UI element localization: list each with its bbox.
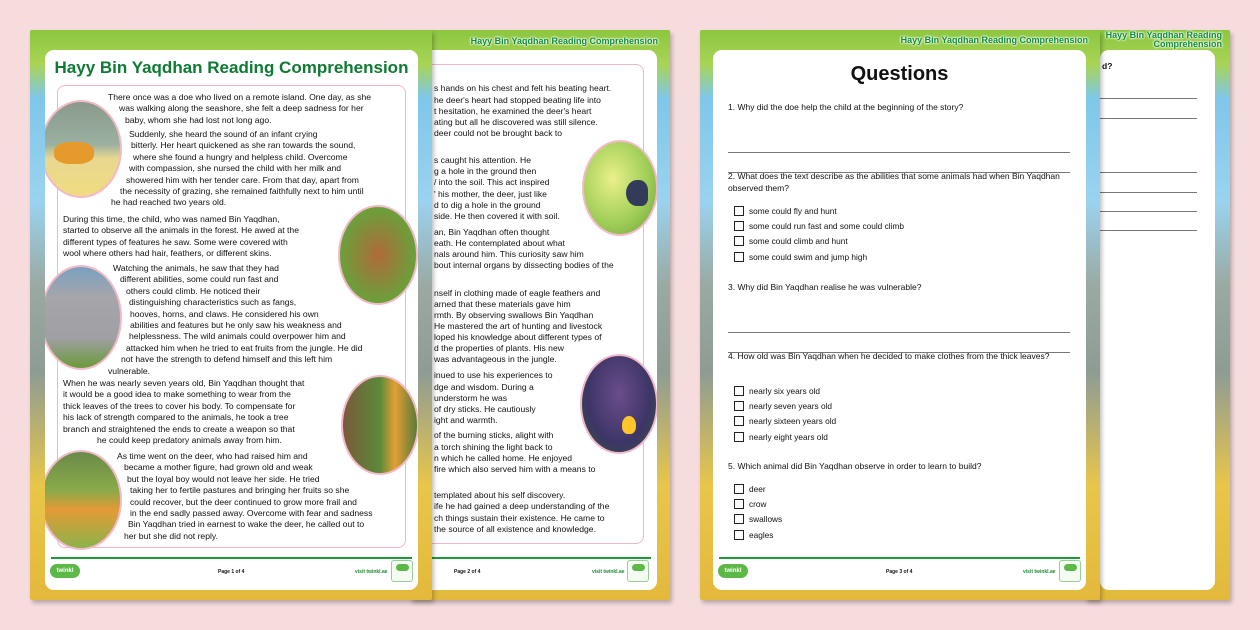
option-label: some could swim and jump high — [749, 251, 868, 262]
question-text: 5. Which animal did Bin Yaqdhan observe in order to learn to build? — [728, 461, 982, 471]
footer-divider — [51, 557, 412, 559]
checkbox[interactable] — [734, 530, 744, 540]
answer-option[interactable] — [734, 401, 832, 411]
passage-line: s hands on his chest and felt his beating heart. — [434, 83, 612, 93]
worksheet-page-2 — [410, 30, 670, 600]
passage-line: of the burning sticks, alight with — [434, 430, 554, 440]
passage-line: branch and straightened the ends to create a weapon so that — [63, 423, 295, 434]
passage-line: abilities and features but he only saw his weakness and — [130, 320, 342, 330]
passage-line: bout internal organs by dissecting bodies of the — [434, 260, 614, 270]
passage-line: others could climb. He noticed their — [126, 285, 261, 296]
passage-line: he had reached two years old. — [111, 197, 227, 208]
quality-badge — [391, 560, 413, 582]
passage-line: taking her to fertile pastures and bringing her fruits so she — [130, 485, 350, 496]
passage-line: helplessness. The wild animals could overpower him and — [129, 331, 346, 342]
page-title: Hayy Bin Yaqdhan Reading Comprehension — [54, 58, 409, 77]
checkbox[interactable] — [734, 206, 744, 216]
passage-line: loped his knowledge about different types of — [434, 332, 602, 342]
answer-option[interactable] — [734, 484, 766, 494]
fire-illustration — [580, 354, 657, 454]
passage-line: ' his mother, the deer, just like — [434, 189, 547, 199]
passage-line: he could keep predatory animals away from him. — [97, 435, 282, 445]
passage-line: nals around him. This curiosity saw him — [434, 249, 584, 259]
page-number: Page 1 of 4 — [218, 569, 245, 575]
page-header-label: Hayy Bin Yaqdhan Reading Comprehension — [900, 35, 1088, 45]
footer-divider — [719, 557, 1080, 559]
passage-line: fire which also served him with a means to — [434, 464, 596, 474]
option-label: nearly seven years old — [749, 401, 833, 412]
passage-line: He mastered the art of hunting and livestock — [434, 321, 603, 331]
answer-option[interactable] — [734, 386, 820, 396]
passage-line: baby, whom she had lost not long ago. — [125, 114, 272, 125]
quality-badge — [1059, 560, 1081, 582]
page-header-label: Hayy Bin Yaqdhan Reading Comprehension — [1105, 30, 1222, 49]
eagle-illustration — [338, 205, 418, 305]
passage-line: the necessity of grazing, she remained faithfully next to him until — [120, 186, 364, 196]
option-label: swallows — [749, 514, 783, 525]
checkbox[interactable] — [734, 386, 744, 396]
passage-line: her but she did not reply. — [124, 530, 218, 541]
checkbox[interactable] — [734, 252, 744, 262]
answer-line[interactable] — [728, 152, 1070, 153]
visit-link[interactable]: visit twinkl.ae — [355, 569, 388, 575]
passage-line: g a hole in the ground then — [434, 166, 537, 176]
question-text: 4. How old was Bin Yaqdhan when he decided to make clothes from the thick leaves? — [728, 351, 1050, 361]
passage-line: but the loyal boy would not leave her side. He tried — [127, 473, 320, 484]
question-text: 1. Why did the doe help the child at the beginning of the story? — [728, 102, 964, 112]
option-label: some could fly and hunt — [749, 206, 837, 216]
passage-line: dge and wisdom. During a — [434, 382, 534, 392]
passage-line: of dry sticks. He cautiously — [434, 404, 536, 414]
visit-link[interactable]: visit twinkl.ae — [592, 569, 625, 575]
passage-line: thick leaves of the trees to cover his body. To compensate for — [63, 400, 296, 411]
page-header-label: Hayy Bin Yaqdhan Reading Comprehension — [470, 36, 658, 46]
twinkl-logo: twinkl — [718, 564, 748, 578]
passage-line: different abilities, some could run fast and — [120, 274, 279, 285]
passage-line: a torch shining the light back to — [434, 442, 553, 452]
passage-line: rmth. By observing swallows Bin Yaqdhan — [434, 310, 594, 320]
passage-line: hooves, horns, and claws. He considered his own — [130, 308, 319, 319]
question-text: 2. What does the text describe as the abilities that some animals had when Bin Yaqdhan observed them? — [728, 171, 1060, 193]
passage-line: templated about his self discovery. — [434, 490, 566, 500]
option-label: some could run fast and some could climb — [749, 221, 904, 232]
answer-option[interactable] — [734, 206, 837, 216]
option-label: some could climb and hunt — [749, 236, 848, 247]
passage-line: was advantageous in the jungle. — [434, 354, 557, 364]
passage-line: understorm he was — [434, 393, 508, 403]
passage-line: ating but all he discovered was still silence. — [434, 117, 598, 127]
passage-line: d the properties of plants. His new — [434, 343, 564, 353]
boy-and-deer-illustration — [341, 375, 418, 475]
question-fragment: d? — [1102, 61, 1113, 71]
passage-line: During this time, the child, who was named Bin Yaqdhan, — [63, 214, 280, 224]
passage-line: When he was nearly seven years old, Bin Yaqdhan thought that — [63, 378, 305, 388]
passage-line: it would be a good idea to make something to wear from the — [63, 389, 291, 400]
passage-line: Watching the animals, he saw that they had — [113, 263, 279, 273]
questions-card — [713, 50, 1086, 590]
passage-line: an, Bin Yaqdhan often thought — [434, 227, 550, 237]
option-label: nearly eight years old — [749, 431, 828, 442]
page-4-card — [1100, 50, 1215, 590]
answer-line — [1100, 118, 1197, 119]
answer-option[interactable] — [734, 514, 782, 524]
passage-line: wool where others had hair, feathers, or different skins. — [63, 248, 272, 259]
answer-line — [1100, 98, 1197, 99]
question-text: 3. Why did Bin Yaqdhan realise he was vulnerable? — [728, 282, 922, 292]
checkbox[interactable] — [734, 484, 744, 494]
passage-line: There once was a doe who lived on a remote island. One day, as she — [108, 92, 372, 102]
passage-line: d to dig a hole in the ground — [434, 200, 541, 210]
checkbox[interactable] — [734, 221, 744, 231]
passage-line: his lack of strength compared to the animals, he took a tree — [63, 412, 289, 423]
answer-option[interactable] — [734, 236, 848, 246]
page-2-card — [422, 50, 657, 590]
answer-line — [1100, 230, 1197, 231]
quality-badge — [627, 560, 649, 582]
checkbox[interactable] — [734, 514, 744, 524]
answer-option[interactable] — [734, 221, 904, 231]
passage-line: Bin Yaqdhan tried in earnest to wake the deer, he called out to — [128, 519, 365, 530]
option-label: eagles — [749, 529, 774, 540]
worksheet-page-4 — [1085, 30, 1230, 600]
option-label: crow — [749, 499, 767, 510]
passage-line: distinguishing characteristics such as fangs, — [129, 297, 297, 308]
passage-line: nself in clothing made of eagle feathers and — [434, 288, 601, 298]
answer-option[interactable] — [734, 432, 828, 442]
passage-line: n which he called home. He enjoyed — [434, 453, 573, 463]
page-number: Page 2 of 4 — [454, 569, 481, 575]
passage-line: inued to use his experiences to — [434, 370, 553, 380]
checkbox[interactable] — [734, 416, 744, 426]
crow-illustration — [582, 140, 657, 236]
answer-option[interactable] — [734, 252, 867, 262]
passage-line: bitterly. Her heart quickened as she ran towards the sound, — [131, 140, 356, 151]
passage-line: not have the strength to defend himself and this left him — [121, 354, 333, 365]
passage-line: was walking along the seashore, she felt a deep sadness for her — [119, 103, 364, 114]
answer-line — [1100, 192, 1197, 193]
passage-line: showered him with her tender care. From that day, apart from — [126, 174, 359, 185]
answer-option[interactable] — [734, 499, 767, 509]
passage-line: different types of features he saw. Some were covered with — [63, 236, 288, 247]
answer-option[interactable] — [734, 530, 773, 540]
option-label: nearly six years old — [749, 386, 821, 396]
twinkl-logo: twinkl — [50, 564, 80, 578]
passage-line: arned that these materials gave him — [434, 299, 571, 309]
passage-line: / into the soil. This act inspired — [434, 177, 550, 187]
answer-line — [1100, 211, 1197, 212]
passage-line: Suddenly, she heard the sound of an infant crying — [129, 129, 318, 139]
questions-title: Questions — [850, 63, 949, 85]
passage-line: where she found a hungry and helpless child. Overcome — [133, 151, 348, 162]
answer-line[interactable] — [728, 332, 1070, 333]
checkbox[interactable] — [734, 499, 744, 509]
page-number: Page 3 of 4 — [886, 569, 913, 575]
passage-line: deer could not be brought back to — [434, 128, 563, 138]
passage-line: t hesitation, he examined the deer's heart — [434, 106, 592, 116]
passage-line: attacked him when he tried to eat fruits from the jungle. He did — [126, 342, 363, 353]
worksheet-page-3 — [700, 30, 1100, 600]
footer-divider — [422, 557, 651, 559]
passage-line: ife he had gained a deep understanding of the — [434, 501, 610, 511]
passage-line: As time went on the deer, who had raised him and — [117, 451, 308, 461]
visit-link[interactable]: visit twinkl.ae — [1023, 569, 1056, 575]
passage-line: with compassion, she nursed the child with her milk and — [129, 163, 342, 174]
worksheet-page-1 — [30, 30, 432, 600]
passage-line: ch things sustain their existence. He came to — [434, 513, 605, 523]
checkbox[interactable] — [734, 401, 744, 411]
page-1-card — [45, 50, 418, 590]
option-label: nearly sixteen years old — [749, 416, 837, 427]
option-label: deer — [749, 484, 766, 494]
passage-line: the source of all existence and knowledge. — [434, 524, 596, 534]
checkbox[interactable] — [734, 432, 744, 442]
passage-line: he deer's heart had stopped beating life into — [434, 95, 601, 105]
passage-line: started to observe all the animals in the forest. He awed at the — [63, 225, 299, 236]
passage-line: could recover, but the deer continued to grow more frail and — [130, 496, 357, 507]
checkbox[interactable] — [734, 236, 744, 246]
passage-line: became a mother figure, had grown old and weak — [124, 462, 313, 473]
passage-line: vulnerable. — [108, 365, 151, 376]
passage-line: s caught his attention. He — [434, 155, 531, 165]
answer-line — [1100, 172, 1197, 173]
passage-line: eath. He contemplated about what — [434, 238, 565, 248]
answer-option[interactable] — [734, 416, 836, 426]
passage-line: in the end sadly passed away. Overcome with fear and sadness — [130, 508, 373, 518]
passage-line: side. He then covered it with soil. — [434, 211, 560, 221]
passage-line: ight and warmth. — [434, 415, 498, 425]
